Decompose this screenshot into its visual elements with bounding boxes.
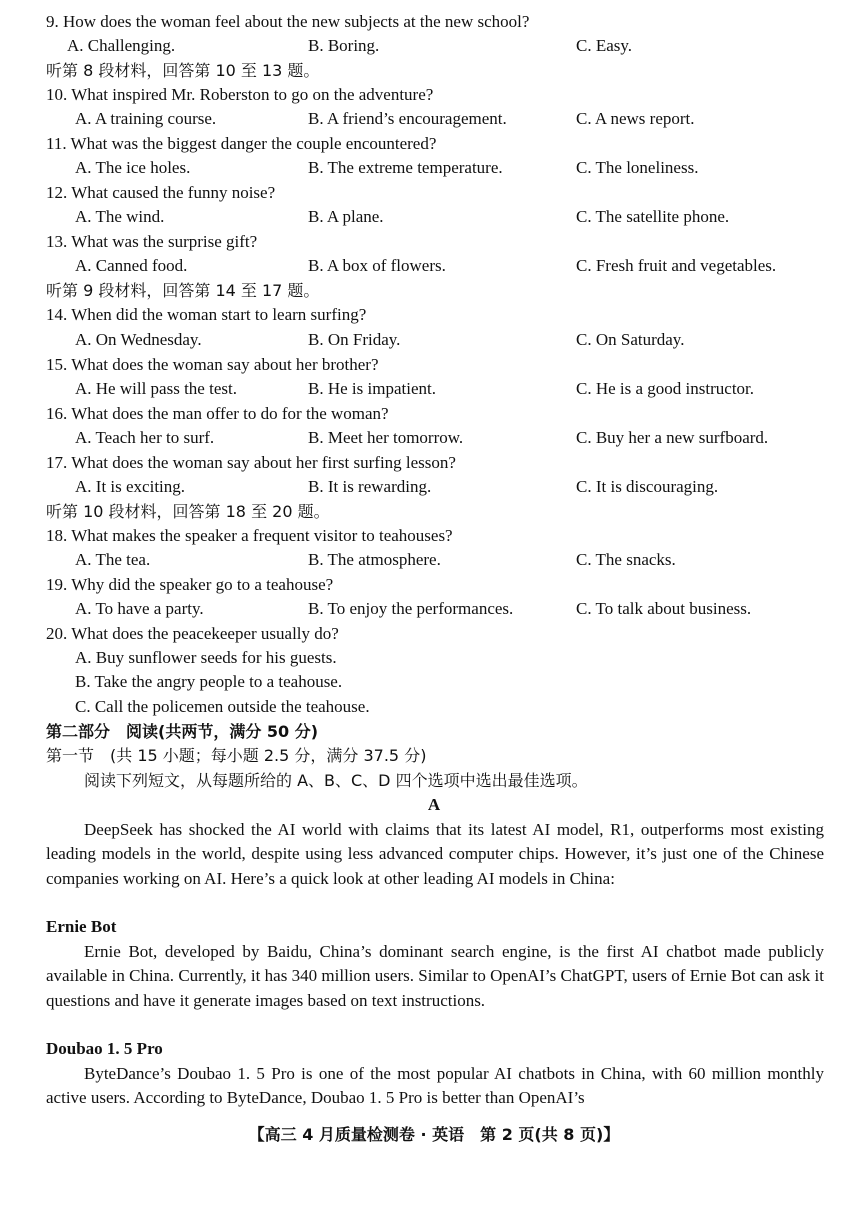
option-c: C. The loneliness. <box>576 158 699 177</box>
option-a: A. The tea. <box>75 550 151 569</box>
option-a: A. The ice holes. <box>75 158 191 177</box>
option-a: A. He will pass the test. <box>75 379 237 398</box>
option-b: B. He is impatient. <box>308 379 436 398</box>
option-a: A. The wind. <box>75 207 165 226</box>
part-title: 第二部分 阅读(共两节，满分 50 分) <box>46 722 319 741</box>
option-a: A. To have a party. <box>75 599 204 618</box>
option-b: B. A friend’s encouragement. <box>308 109 507 128</box>
option-b: B. On Friday. <box>308 330 401 349</box>
question-text: 12. What caused the funny noise? <box>46 183 276 202</box>
passage-paragraph: Ernie Bot, developed by Baidu, China’s dominant search engine, is the first AI chatbot made publicly available in China. Currently, it has 340 million users. Similar to OpenAI’s ChatGPT, users of Ernie Bot can ask it questions and have it generate images based on text instructions. <box>46 942 824 1010</box>
option-a: A. Challenging. <box>67 36 176 55</box>
question-text: 16. What does the man offer to do for the woman? <box>46 404 389 423</box>
option-b: B. To enjoy the performances. <box>308 599 514 618</box>
question-text: 18. What makes the speaker a frequent visitor to teahouses? <box>46 526 453 545</box>
option-c: C. The satellite phone. <box>576 207 730 226</box>
passage-paragraph: ByteDance’s Doubao 1. 5 Pro is one of the most popular AI chatbots in China, with 60 million monthly active users. According to ByteDance, Doubao 1. 5 Pro is better than OpenAI’s <box>46 1064 824 1108</box>
option-b: B. It is rewarding. <box>308 477 432 496</box>
option-c: C. A news report. <box>576 109 695 128</box>
option-c: C. It is discouraging. <box>576 477 719 496</box>
question-text: 14. When did the woman start to learn surfing? <box>46 305 367 324</box>
option-c: C. Fresh fruit and vegetables. <box>576 256 777 275</box>
option-b: B. A box of flowers. <box>308 256 446 275</box>
question-text: 13. What was the surprise gift? <box>46 232 258 251</box>
passage-label: A <box>427 795 441 814</box>
passage-paragraph: DeepSeek has shocked the AI world with claims that its latest AI model, R1, outperforms most existing leading models in the world, despite using less advanced computer chips. However, it’s just one of the Chinese companies working on AI. Here’s a quick look at other leading AI models in China: <box>46 820 824 888</box>
page-footer: 【高三 4 月质量检测卷 · 英语 第 2 页(共 8 页)】 <box>248 1125 620 1144</box>
option-b: B. A plane. <box>308 207 384 226</box>
question-text: 9. How does the woman feel about the new subjects at the new school? <box>46 12 530 31</box>
section-heading: 听第 8 段材料，回答第 10 至 13 题。 <box>46 61 320 80</box>
question-text: 10. What inspired Mr. Roberston to go on the adventure? <box>46 85 434 104</box>
question-text: 19. Why did the speaker go to a teahouse? <box>46 575 334 594</box>
section-title: 第一节 (共 15 小题；每小题 2.5 分，满分 37.5 分) <box>46 746 427 765</box>
option-b: B. The extreme temperature. <box>308 158 503 177</box>
option-c: C. He is a good instructor. <box>576 379 755 398</box>
instruction: 阅读下列短文，从每题所给的 A、B、C、D 四个选项中选出最佳选项。 <box>84 771 588 790</box>
question-text: 11. What was the biggest danger the couple encountered? <box>46 134 437 153</box>
option-b: B. Meet her tomorrow. <box>308 428 464 447</box>
option-c: C. The snacks. <box>576 550 676 569</box>
subheading: Ernie Bot <box>46 917 117 936</box>
option-a: A. A training course. <box>75 109 217 128</box>
section-heading: 听第 10 段材料，回答第 18 至 20 题。 <box>46 502 330 521</box>
question-text: 15. What does the woman say about her brother? <box>46 355 379 374</box>
option-a: A. Canned food. <box>75 256 188 275</box>
section-heading: 听第 9 段材料，回答第 14 至 17 题。 <box>46 281 320 300</box>
option-a: A. Buy sunflower seeds for his guests. <box>75 648 337 667</box>
option-c: C. Call the policemen outside the teahouse. <box>75 697 370 716</box>
question-text: 17. What does the woman say about her first surfing lesson? <box>46 453 456 472</box>
question-text: 20. What does the peacekeeper usually do? <box>46 624 339 643</box>
option-c: C. Easy. <box>576 36 633 55</box>
option-c: C. On Saturday. <box>576 330 685 349</box>
option-b: B. Take the angry people to a teahouse. <box>75 672 343 691</box>
subheading: Doubao 1. 5 Pro <box>46 1039 163 1058</box>
option-a: A. Teach her to surf. <box>75 428 215 447</box>
option-b: B. Boring. <box>308 36 380 55</box>
option-c: C. Buy her a new surfboard. <box>576 428 769 447</box>
option-b: B. The atmosphere. <box>308 550 441 569</box>
option-a: A. It is exciting. <box>75 477 186 496</box>
option-c: C. To talk about business. <box>576 599 752 618</box>
option-a: A. On Wednesday. <box>75 330 202 349</box>
